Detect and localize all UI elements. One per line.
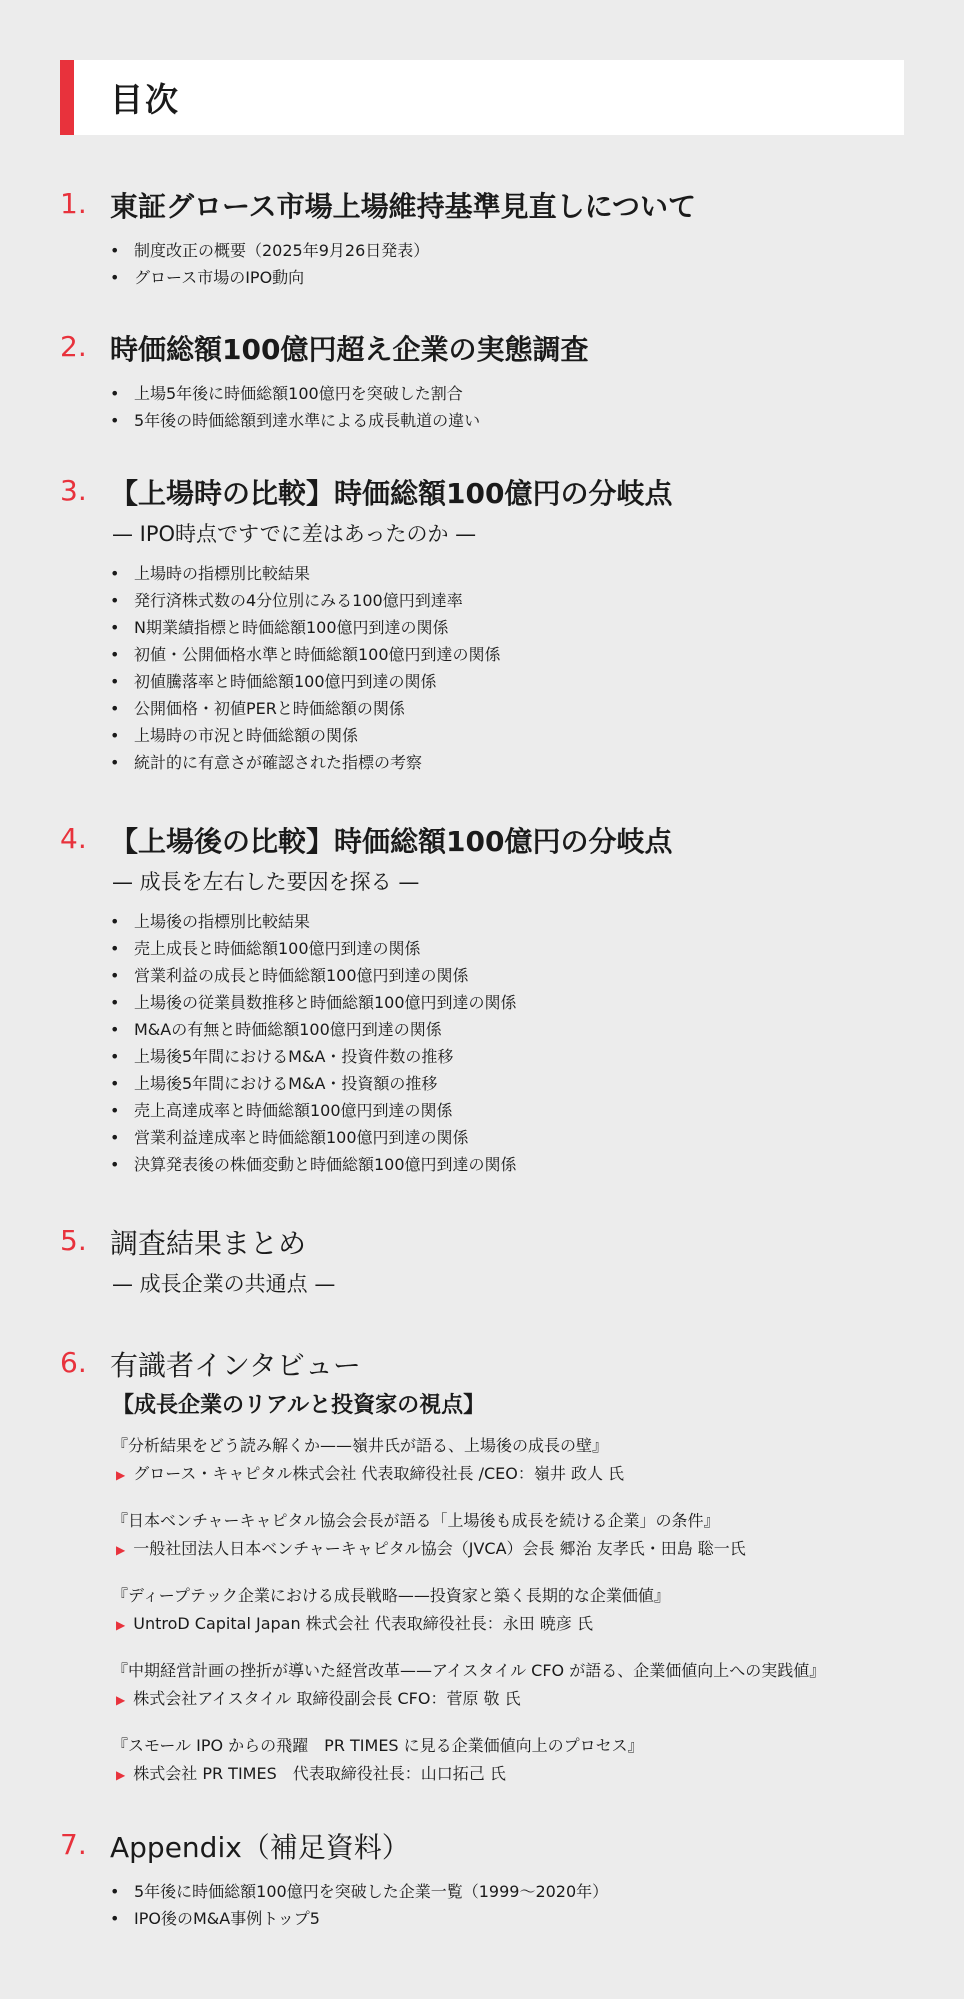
arrow-icon: ▶: [116, 1468, 126, 1482]
list-item: • 売上高達成率と時価総額100億円到達の関係: [110, 1097, 940, 1124]
arrow-icon: ▶: [116, 1618, 126, 1632]
list-item: • N期業績指標と時価総額100億円到達の関係: [110, 614, 940, 641]
interview-title: 『ディープテック企業における成長戦略——投資家と築く長期的な企業価値』: [112, 1586, 670, 1605]
section-title: 【上場時の比較】時価総額100億円の分岐点: [110, 477, 673, 510]
list-item: • 5年後に時価総額100億円を突破した企業一覧（1999〜2020年）: [110, 1878, 940, 1905]
section-number: 6.: [60, 1346, 87, 1379]
interview-item: [112, 1432, 940, 1489]
interview-title: 『日本ベンチャーキャピタル協会会長が語る「上場後も成長を続ける企業」の条件』: [112, 1511, 720, 1530]
list-item: • 上場時の指標別比較結果: [110, 560, 940, 587]
list-item: • IPO後のM&A事例トップ5: [110, 1905, 940, 1932]
interview-title: 『スモール IPO からの飛躍 PR TIMES に見る企業価値向上のプロセス』: [112, 1736, 644, 1755]
section-title: 【上場後の比較】時価総額100億円の分岐点: [110, 825, 673, 858]
arrow-icon: ▶: [116, 1543, 126, 1557]
toc-header: [60, 60, 904, 135]
arrow-icon: ▶: [116, 1768, 126, 1782]
section-title: Appendix（補足資料）: [110, 1831, 410, 1864]
section-6: [60, 1344, 940, 1807]
page-title: 目次: [110, 80, 180, 119]
list-item: • 5年後の時価総額到達水準による成長軌道の違い: [110, 407, 940, 434]
list-item: • 売上成長と時価総額100億円到達の関係: [110, 935, 940, 962]
section-number: 5.: [60, 1224, 87, 1257]
section-number: 7.: [60, 1828, 87, 1861]
interview-item: [112, 1657, 940, 1714]
section-1: [60, 185, 940, 291]
interview-title: 『分析結果をどう読み解くか——嶺井氏が語る、上場後の成長の壁』: [112, 1436, 609, 1455]
list-item: • 初値騰落率と時価総額100億円到達の関係: [110, 668, 940, 695]
interview-person: 株式会社アイスタイル 取締役副会長 CFO：菅原 敬 氏: [133, 1689, 521, 1708]
list-item: • 営業利益達成率と時価総額100億円到達の関係: [110, 1124, 940, 1151]
section-2: [60, 328, 940, 434]
section-5: [60, 1222, 940, 1302]
bullet-list: [110, 560, 940, 776]
interview-title: 『中期経営計画の挫折が導いた経営改革——アイスタイル CFO が語る、企業価値向上への実践値』: [112, 1661, 826, 1680]
list-item: • グロース市場のIPO動向: [110, 264, 940, 291]
list-item: • 統計的に有意さが確認された指標の考察: [110, 749, 940, 776]
accent-bar: [60, 60, 74, 135]
section-number: 3.: [60, 474, 87, 507]
interview-person: 一般社団法人日本ベンチャーキャピタル協会（JVCA）会長 郷治 友孝氏・田島 聡一氏: [133, 1539, 746, 1558]
section-subtitle: — 成長企業の共通点 —: [112, 1272, 336, 1296]
section-title: 有識者インタビュー: [110, 1349, 361, 1382]
list-item: • 発行済株式数の4分位別にみる100億円到達率: [110, 587, 940, 614]
list-item: • 営業利益の成長と時価総額100億円到達の関係: [110, 962, 940, 989]
section-number: 2.: [60, 330, 87, 363]
bullet-list: [110, 380, 940, 434]
list-item: • 初値・公開価格水準と時価総額100億円到達の関係: [110, 641, 940, 668]
section-number: 1.: [60, 187, 87, 220]
bullet-list: [110, 908, 940, 1178]
list-item: • M&Aの有無と時価総額100億円到達の関係: [110, 1016, 940, 1043]
list-item: • 公開価格・初値PERと時価総額の関係: [110, 695, 940, 722]
bullet-list: [110, 237, 940, 291]
section-number: 4.: [60, 822, 87, 855]
list-item: • 制度改正の概要（2025年9月26日発表）: [110, 237, 940, 264]
section-title: 東証グロース市場上場維持基準見直しについて: [110, 190, 697, 223]
interview-person: UntroD Capital Japan 株式会社 代表取締役社長：永田 暁彦 氏: [133, 1614, 593, 1633]
bullet-list: [110, 1878, 940, 1932]
section-subtitle: — IPO時点ですでに差はあったのか —: [112, 522, 477, 546]
interview-item: [112, 1507, 940, 1564]
list-item: • 上場後の従業員数推移と時価総額100億円到達の関係: [110, 989, 940, 1016]
section-title: 調査結果まとめ: [110, 1227, 307, 1260]
interview-person: 株式会社 PR TIMES 代表取締役社長：山口拓己 氏: [133, 1764, 506, 1783]
interview-person: グロース・キャピタル株式会社 代表取締役社長 /CEO：嶺井 政人 氏: [133, 1464, 625, 1483]
section-subtitle: — 成長を左右した要因を探る —: [112, 870, 420, 894]
arrow-icon: ▶: [116, 1693, 126, 1707]
interview-item: [112, 1582, 940, 1639]
section-3: [60, 472, 940, 776]
section-title: 時価総額100億円超え企業の実態調査: [110, 333, 589, 366]
section-4: [60, 820, 940, 1178]
list-item: • 上場後の指標別比較結果: [110, 908, 940, 935]
section-subtitle: 【成長企業のリアルと投資家の視点】: [112, 1393, 486, 1418]
list-item: • 決算発表後の株価変動と時価総額100億円到達の関係: [110, 1151, 940, 1178]
list-item: • 上場後5年間におけるM&A・投資額の推移: [110, 1070, 940, 1097]
list-item: • 上場5年後に時価総額100億円を突破した割合: [110, 380, 940, 407]
interview-list: [112, 1432, 940, 1789]
section-7: [60, 1826, 940, 1932]
list-item: • 上場時の市況と時価総額の関係: [110, 722, 940, 749]
interview-item: [112, 1732, 940, 1789]
list-item: • 上場後5年間におけるM&A・投資件数の推移: [110, 1043, 940, 1070]
